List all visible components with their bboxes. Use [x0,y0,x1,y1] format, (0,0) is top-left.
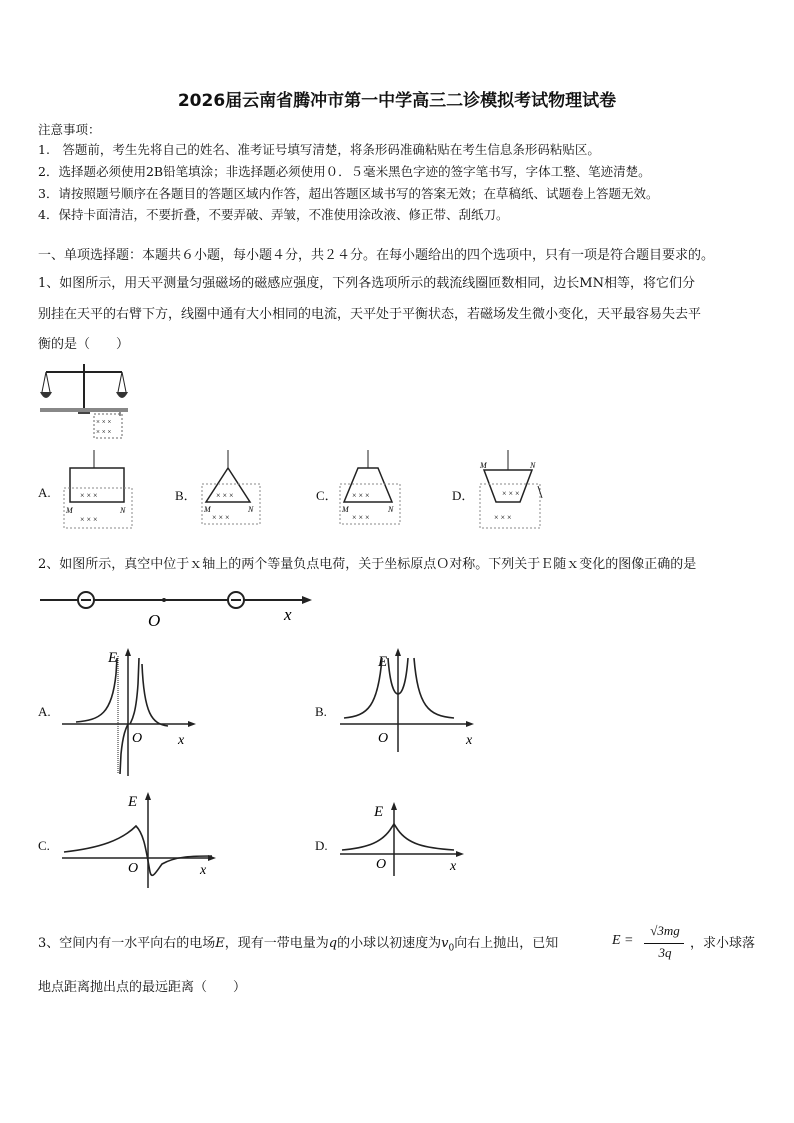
q3-text-a: 3、空间内有一水平向右的电场 [38,936,216,951]
q1-option-b[interactable]: B． [175,488,197,503]
var-e: E [215,936,225,951]
charges-figure [36,586,316,632]
label-n: N [120,506,126,515]
field-mark: × × × [96,428,112,436]
field-mark: × × × [502,489,520,498]
e-label: E [128,794,138,810]
q2-text: 2、如图所示，真空中位于ｘ轴上的两个等量负点电荷，关于坐标原点Ｏ对称。下列关于Ｅ随ｘ变化的图像正确的是 [38,557,697,572]
fraction-bar [644,943,684,944]
notice-item-2: 2．选择题必须使用2B铅笔填涂；非选择题必须使用０．５毫米黑色字迹的签字笔书写，字体工整、笔迹清楚。 [38,164,651,179]
q3-line-2: 地点距离抛出点的最远距离（ ） [38,980,247,995]
q1-line-2: 别挂在天平的右臂下方，线圈中通有大小相同的电流，天平处于平衡状态，若磁场发生微小变化，天平最容易失去平 [38,307,702,322]
origin-label: O [128,861,139,876]
e-label: E [378,654,388,670]
q1-option-d[interactable]: D． [452,488,475,503]
q3-line-1 [38,932,558,954]
x-label: x [450,859,457,874]
graph-a [60,644,200,778]
notice-heading: 注意事项： [38,122,101,137]
coil-figure-d [476,448,556,530]
formula-lhs: E = [612,933,634,948]
origin-label: O [148,611,161,630]
label-m: M [480,461,487,470]
field-mark: × × × [352,513,370,522]
var-q: q [328,936,338,951]
origin-label: O [378,731,389,746]
field-mark: × × × [494,513,512,522]
balance-figure [36,362,136,442]
q3-text-c: 的小球以初速度为 [337,936,442,951]
q2-option-a[interactable]: A. [38,704,51,719]
coil-figure-b [198,448,268,530]
page-title: 2026届云南省腾冲市第一中学高三二诊模拟考试物理试卷 [177,91,617,111]
var-v-sub: 0 [448,943,455,954]
x-label: x [200,863,207,878]
field-mark: × × × [352,491,370,500]
label-n: N [530,461,536,470]
label-m: M [66,506,73,515]
field-mark: × × × [96,418,112,426]
q1-option-a[interactable]: A. [38,485,51,500]
field-mark: × × × [80,515,98,524]
q2-option-b[interactable]: B. [315,704,327,719]
q2-option-c[interactable]: C. [38,838,50,853]
q3-text-e: ，求小球落 [690,936,756,951]
x-label: x [284,605,292,624]
x-label: x [466,733,473,748]
label-m: M [204,505,211,514]
graph-b [338,644,478,754]
label-m: M [342,505,349,514]
q1-line-1: 1、如图所示，用天平测量匀强磁场的磁感应强度，下列各选项所示的载流线圈匝数相同，边长MN相等，将它们分 [38,276,695,291]
label-n: N [388,505,394,514]
graph-c [60,790,220,890]
notice-item-4: 4．保持卡面清洁，不要折叠，不要弄破、弄皱，不准使用涂改液、修正带、刮纸刀。 [38,207,509,222]
graph-d [338,798,468,878]
q3-text-b: ，现有一带电量为 [224,936,329,951]
q3-text-d: 向右上抛出，已知 [454,936,559,951]
field-mark: × × × [80,491,98,500]
x-label: x [178,733,185,748]
formula-numerator: √3mg [650,923,680,938]
e-label: E [108,650,118,666]
coil-figure-a [60,448,140,530]
field-mark: × × × [212,513,230,522]
coil-figure-c [336,448,406,530]
field-mark: × × × [216,491,234,500]
origin-label: O [132,731,143,746]
e-label: E [374,804,384,820]
notice-item-1: 1. 答题前，考生先将自己的姓名、准考证号填写清楚，将条形码准确粘贴在考生信息条形码粘贴区。 [38,142,600,157]
q1-line-3: 衡的是（ ） [38,337,130,352]
notice-item-3: 3．请按照题号顺序在各题目的答题区域内作答，超出答题区域书写的答案无效；在草稿纸、试题卷上答题无效。 [38,186,659,201]
label-n: N [248,505,254,514]
formula [612,923,690,963]
q1-option-c[interactable]: C． [316,488,338,503]
var-v: v [441,936,449,951]
origin-label: O [376,857,387,872]
section-heading: 一、单项选择题：本题共６小题，每小题４分，共２４分。在每小题给出的四个选项中，只有一项是符合题目要求的。 [38,248,715,263]
q2-option-d[interactable]: D. [315,838,328,853]
formula-denominator: 3q [658,945,672,960]
